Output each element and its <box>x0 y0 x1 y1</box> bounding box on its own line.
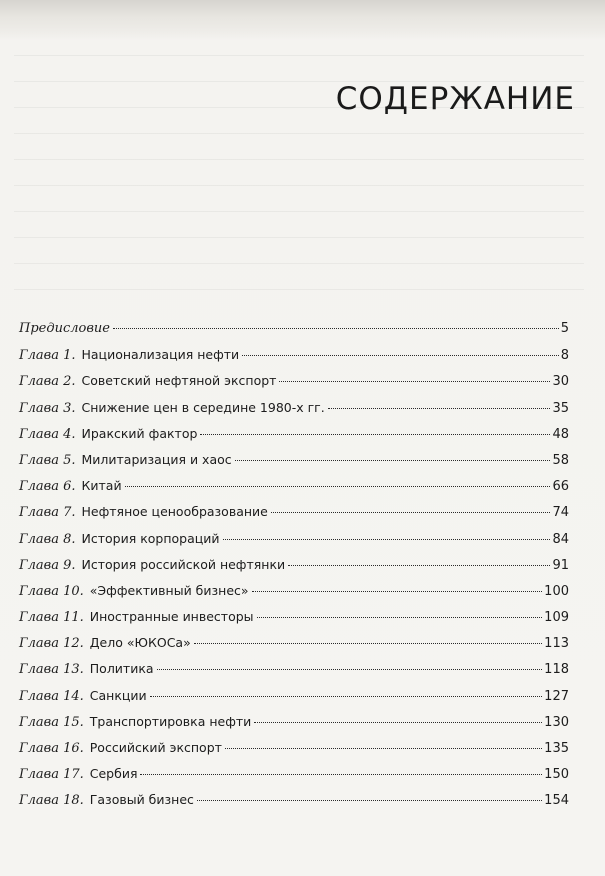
toc-entry <box>19 630 569 656</box>
page-number: 109 <box>544 610 569 626</box>
chapter-title: Газовый бизнес <box>89 792 194 808</box>
chapter-title: Китай <box>81 478 122 494</box>
chapter-number: Глава 3. <box>19 400 76 416</box>
chapter-title: Милитаризация и хаос <box>81 451 232 467</box>
dot-leader <box>223 539 551 540</box>
chapter-number: Глава 8. <box>19 531 76 547</box>
chapter-title: Политика <box>89 661 154 677</box>
toc-entry <box>19 578 569 604</box>
page-number: 5 <box>560 321 569 336</box>
dot-leader <box>125 486 551 487</box>
toc-entry <box>19 552 569 578</box>
dot-leader <box>194 643 542 644</box>
toc-entry <box>19 787 569 813</box>
toc-entry <box>19 604 569 630</box>
toc-entry <box>19 316 569 342</box>
dot-leader <box>225 748 542 749</box>
page-number: 127 <box>544 688 569 704</box>
chapter-number: Глава 6. <box>19 479 76 495</box>
dot-leader <box>242 355 559 356</box>
page-number: 100 <box>544 583 569 599</box>
chapter-title: Национализация нефти <box>81 347 240 363</box>
toc-entry <box>19 656 569 682</box>
chapter-title: Иракский фактор <box>81 425 198 441</box>
page-number: 113 <box>544 636 569 652</box>
page-number: 74 <box>552 505 569 521</box>
dot-leader <box>140 774 542 775</box>
page-number: 150 <box>544 767 569 783</box>
chapter-number: Глава 7. <box>19 505 76 521</box>
chapter-title: «Эффективный бизнес» <box>89 582 249 598</box>
chapter-number: Глава 10. <box>19 583 84 599</box>
dot-leader <box>235 460 551 461</box>
dot-leader <box>257 617 543 618</box>
chapter-title: Нефтяное ценообразование <box>81 504 268 520</box>
chapter-number: Глава 11. <box>19 610 84 626</box>
dot-leader <box>252 591 543 592</box>
chapter-title: Снижение цен в середине 1980-х гг. <box>81 399 325 415</box>
page-number: 118 <box>544 662 569 678</box>
page-number: 91 <box>552 557 569 573</box>
chapter-number: Глава 13. <box>19 662 84 678</box>
dot-leader <box>157 669 543 670</box>
dot-leader <box>288 565 550 566</box>
chapter-number: Глава 2. <box>19 374 76 390</box>
chapter-title: Дело «ЮКОСа» <box>89 635 191 651</box>
page-title: СОДЕРЖАНИЕ <box>335 80 575 117</box>
chapter-number: Глава 1. <box>19 348 76 364</box>
toc-entry <box>19 735 569 761</box>
chapter-title: Транспортировка нефти <box>89 713 252 729</box>
page-number: 58 <box>552 452 569 468</box>
dot-leader <box>113 328 559 329</box>
chapter-title: Советский нефтяной экспорт <box>81 373 277 389</box>
chapter-number: Глава 14. <box>19 688 84 704</box>
toc-entry <box>19 761 569 787</box>
chapter-number: Глава 4. <box>19 426 76 442</box>
page-number: 8 <box>560 348 569 364</box>
page-number: 130 <box>544 714 569 730</box>
toc-entry <box>19 499 569 525</box>
toc-entry <box>19 526 569 552</box>
dot-leader <box>328 408 551 409</box>
dot-leader <box>271 512 551 513</box>
table-of-contents <box>19 316 569 814</box>
page-number: 135 <box>544 741 569 756</box>
top-page-shadow <box>0 0 605 40</box>
dot-leader <box>254 722 542 723</box>
chapter-title: Сербия <box>89 766 138 782</box>
toc-entry <box>19 395 569 421</box>
page-number: 30 <box>552 374 569 390</box>
chapter-number: Глава 16. <box>19 741 84 756</box>
dot-leader <box>197 800 542 801</box>
chapter-number: Предисловие <box>19 321 110 336</box>
chapter-title: Санкции <box>89 687 147 703</box>
toc-entry <box>19 368 569 394</box>
page-number: 48 <box>552 426 569 442</box>
dot-leader <box>279 381 550 382</box>
chapter-number: Глава 12. <box>19 636 84 652</box>
page-number: 66 <box>552 479 569 495</box>
toc-entry <box>19 342 569 368</box>
toc-entry <box>19 683 569 709</box>
page-number: 84 <box>552 531 569 547</box>
toc-entry <box>19 709 569 735</box>
chapter-number: Глава 17. <box>19 767 84 783</box>
chapter-title: История корпораций <box>81 530 220 546</box>
chapter-number: Глава 5. <box>19 452 76 468</box>
dot-leader <box>150 696 543 697</box>
chapter-number: Глава 9. <box>19 557 76 573</box>
toc-entry <box>19 473 569 499</box>
toc-entry <box>19 447 569 473</box>
toc-entry <box>19 421 569 447</box>
chapter-title: Российский экспорт <box>89 740 222 755</box>
chapter-title: Иностранные инвесторы <box>89 609 254 625</box>
page-number: 35 <box>552 400 569 416</box>
chapter-title: История российской нефтянки <box>81 556 286 572</box>
dot-leader <box>200 434 550 435</box>
page-number: 154 <box>544 793 569 809</box>
chapter-number: Глава 18. <box>19 793 84 809</box>
chapter-number: Глава 15. <box>19 714 84 730</box>
